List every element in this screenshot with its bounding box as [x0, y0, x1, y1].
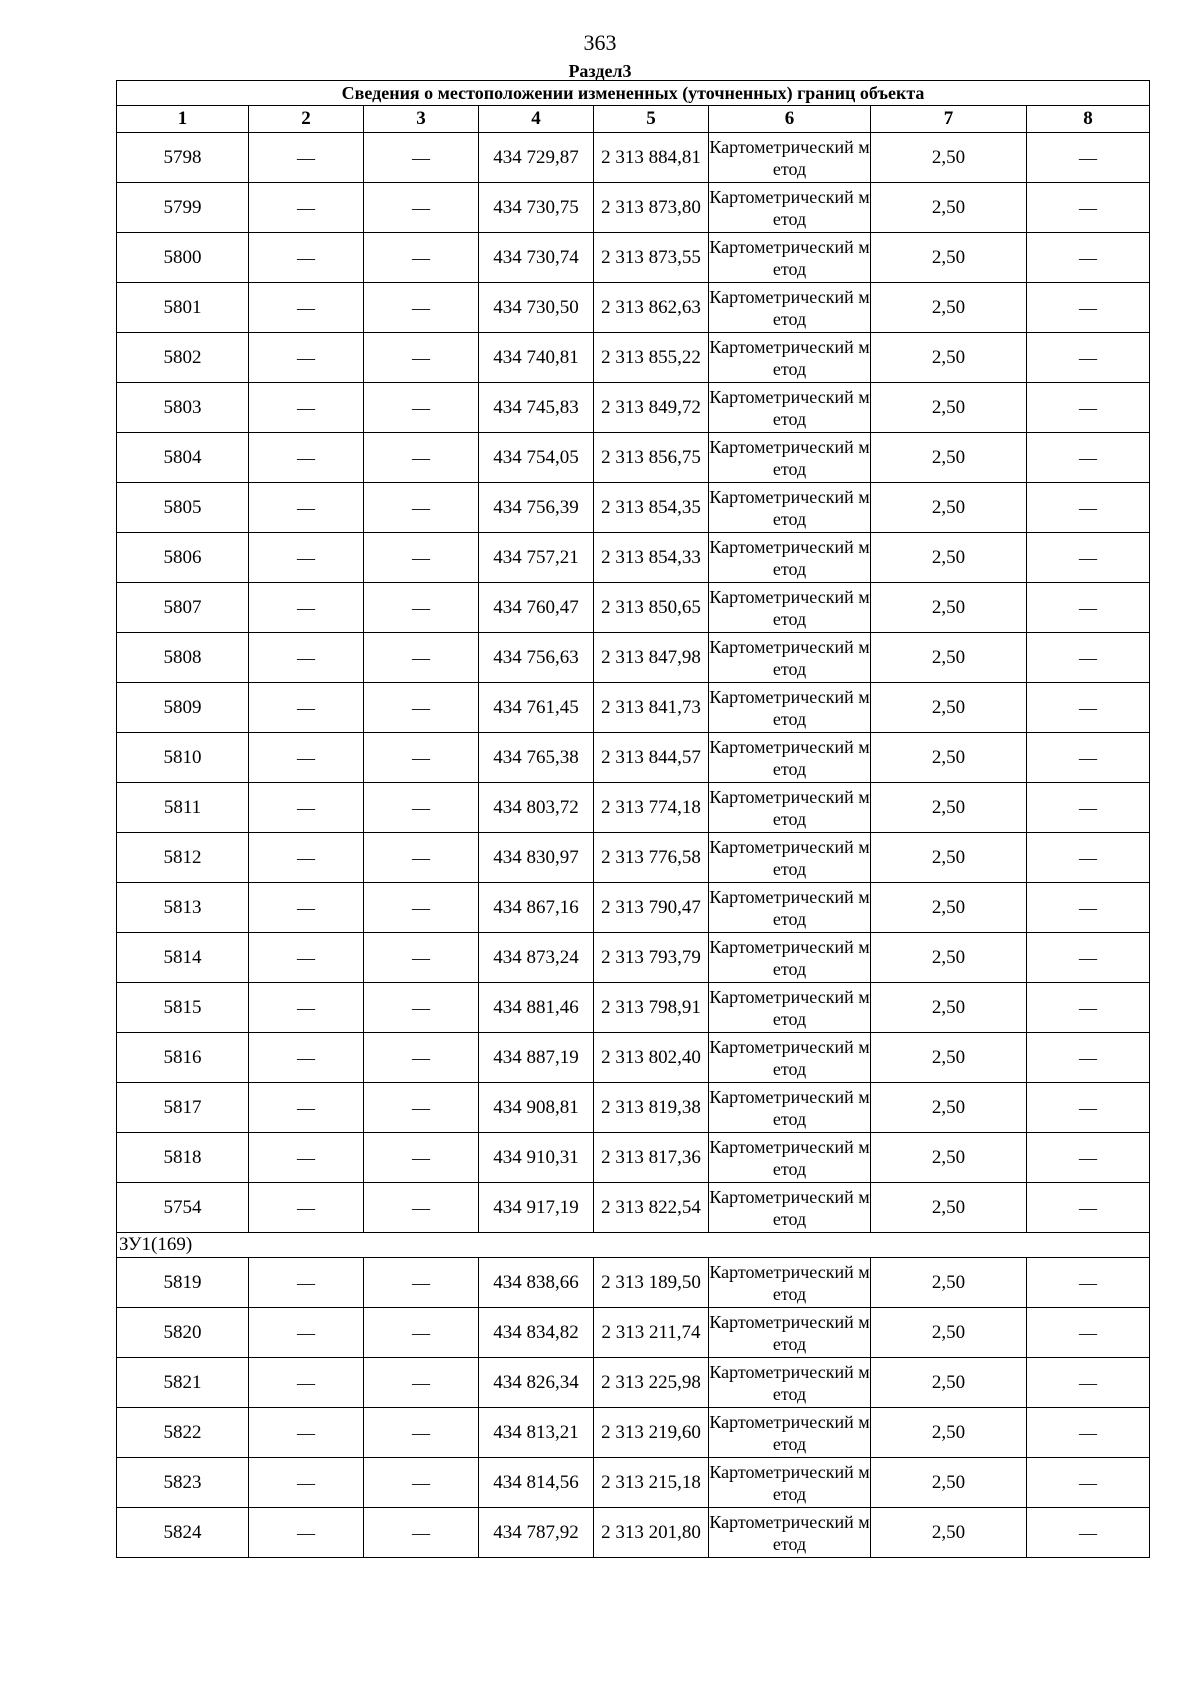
column-header: 1 — [117, 106, 249, 133]
dash-cell: — — [364, 533, 479, 583]
group-row — [117, 1233, 1150, 1258]
dash-cell: — — [364, 183, 479, 233]
dash-cell: — — [249, 1033, 364, 1083]
x-coordinate-cell: 434 765,38 — [479, 733, 594, 783]
dash-cell: — — [1027, 933, 1150, 983]
dash-cell: — — [364, 1133, 479, 1183]
table-title: Сведения о местоположении измененных (уточненных) границ объекта — [117, 81, 1150, 106]
point-number-cell: 5810 — [117, 733, 249, 783]
dash-cell: — — [364, 433, 479, 483]
method-cell: Картометрический метод — [709, 1133, 871, 1183]
x-coordinate-cell: 434 834,82 — [479, 1308, 594, 1358]
y-coordinate-cell: 2 313 854,33 — [594, 533, 709, 583]
point-number-cell: 5816 — [117, 1033, 249, 1083]
section-label: Раздел3 — [568, 61, 632, 81]
x-coordinate-cell: 434 730,74 — [479, 233, 594, 283]
table-row — [117, 933, 1150, 983]
accuracy-cell: 2,50 — [871, 833, 1027, 883]
table-row — [117, 1508, 1150, 1558]
point-number-cell: 5818 — [117, 1133, 249, 1183]
accuracy-cell: 2,50 — [871, 433, 1027, 483]
dash-cell: — — [249, 683, 364, 733]
accuracy-cell: 2,50 — [871, 233, 1027, 283]
table-row — [117, 683, 1150, 733]
x-coordinate-cell: 434 917,19 — [479, 1183, 594, 1233]
accuracy-cell: 2,50 — [871, 733, 1027, 783]
y-coordinate-cell: 2 313 841,73 — [594, 683, 709, 733]
column-header: 6 — [709, 106, 871, 133]
x-coordinate-cell: 434 756,63 — [479, 633, 594, 683]
point-number-cell: 5811 — [117, 783, 249, 833]
accuracy-cell: 2,50 — [871, 983, 1027, 1033]
accuracy-cell: 2,50 — [871, 183, 1027, 233]
accuracy-cell: 2,50 — [871, 1358, 1027, 1408]
dash-cell: — — [249, 133, 364, 183]
table-row — [117, 983, 1150, 1033]
accuracy-cell: 2,50 — [871, 133, 1027, 183]
x-coordinate-cell: 434 830,97 — [479, 833, 594, 883]
table-row — [117, 1083, 1150, 1133]
method-cell: Картометрический метод — [709, 1083, 871, 1133]
x-coordinate-cell: 434 745,83 — [479, 383, 594, 433]
dash-cell: — — [364, 333, 479, 383]
x-coordinate-cell: 434 730,50 — [479, 283, 594, 333]
method-cell: Картометрический метод — [709, 1258, 871, 1308]
y-coordinate-cell: 2 313 855,22 — [594, 333, 709, 383]
x-coordinate-cell: 434 887,19 — [479, 1033, 594, 1083]
dash-cell: — — [249, 383, 364, 433]
accuracy-cell: 2,50 — [871, 783, 1027, 833]
x-coordinate-cell: 434 838,66 — [479, 1258, 594, 1308]
y-coordinate-cell: 2 313 211,74 — [594, 1308, 709, 1358]
method-cell: Картометрический метод — [709, 233, 871, 283]
point-number-cell: 5806 — [117, 533, 249, 583]
point-number-cell: 5820 — [117, 1308, 249, 1358]
dash-cell: — — [249, 1258, 364, 1308]
method-cell: Картометрический метод — [709, 1358, 871, 1408]
x-coordinate-cell: 434 803,72 — [479, 783, 594, 833]
method-cell: Картометрический метод — [709, 783, 871, 833]
dash-cell: — — [249, 533, 364, 583]
dash-cell: — — [1027, 1508, 1150, 1558]
table-row — [117, 733, 1150, 783]
x-coordinate-cell: 434 867,16 — [479, 883, 594, 933]
method-cell: Картометрический метод — [709, 633, 871, 683]
dash-cell: — — [364, 833, 479, 883]
dash-cell: — — [1027, 333, 1150, 383]
y-coordinate-cell: 2 313 822,54 — [594, 1183, 709, 1233]
dash-cell: — — [364, 233, 479, 283]
dash-cell: — — [249, 333, 364, 383]
dash-cell: — — [364, 933, 479, 983]
dash-cell: — — [1027, 433, 1150, 483]
column-header: 5 — [594, 106, 709, 133]
y-coordinate-cell: 2 313 844,57 — [594, 733, 709, 783]
accuracy-cell: 2,50 — [871, 1183, 1027, 1233]
accuracy-cell: 2,50 — [871, 683, 1027, 733]
x-coordinate-cell: 434 740,81 — [479, 333, 594, 383]
column-header: 4 — [479, 106, 594, 133]
y-coordinate-cell: 2 313 802,40 — [594, 1033, 709, 1083]
coordinates-table — [116, 80, 1150, 1558]
dash-cell: — — [249, 433, 364, 483]
x-coordinate-cell: 434 881,46 — [479, 983, 594, 1033]
dash-cell: — — [1027, 233, 1150, 283]
method-cell: Картометрический метод — [709, 1508, 871, 1558]
y-coordinate-cell: 2 313 215,18 — [594, 1458, 709, 1508]
point-number-cell: 5819 — [117, 1258, 249, 1308]
dash-cell: — — [249, 283, 364, 333]
dash-cell: — — [249, 483, 364, 533]
table-row — [117, 1033, 1150, 1083]
dash-cell: — — [1027, 1458, 1150, 1508]
y-coordinate-cell: 2 313 884,81 — [594, 133, 709, 183]
point-number-cell: 5804 — [117, 433, 249, 483]
table-row — [117, 333, 1150, 383]
accuracy-cell: 2,50 — [871, 633, 1027, 683]
dash-cell: — — [364, 1358, 479, 1408]
point-number-cell: 5822 — [117, 1408, 249, 1458]
y-coordinate-cell: 2 313 856,75 — [594, 433, 709, 483]
dash-cell: — — [249, 583, 364, 633]
method-cell: Картометрический метод — [709, 483, 871, 533]
point-number-cell: 5815 — [117, 983, 249, 1033]
dash-cell: — — [364, 633, 479, 683]
point-number-cell: 5809 — [117, 683, 249, 733]
dash-cell: — — [1027, 483, 1150, 533]
dash-cell: — — [249, 1408, 364, 1458]
dash-cell: — — [249, 933, 364, 983]
point-number-cell: 5799 — [117, 183, 249, 233]
method-cell: Картометрический метод — [709, 583, 871, 633]
x-coordinate-cell: 434 756,39 — [479, 483, 594, 533]
y-coordinate-cell: 2 313 201,80 — [594, 1508, 709, 1558]
point-number-cell: 5807 — [117, 583, 249, 633]
table-row — [117, 233, 1150, 283]
y-coordinate-cell: 2 313 774,18 — [594, 783, 709, 833]
y-coordinate-cell: 2 313 225,98 — [594, 1358, 709, 1408]
dash-cell: — — [364, 883, 479, 933]
x-coordinate-cell: 434 910,31 — [479, 1133, 594, 1183]
x-coordinate-cell: 434 787,92 — [479, 1508, 594, 1558]
accuracy-cell: 2,50 — [871, 583, 1027, 633]
table-row — [117, 1458, 1150, 1508]
x-coordinate-cell: 434 729,87 — [479, 133, 594, 183]
table-row — [117, 383, 1150, 433]
point-number-cell: 5800 — [117, 233, 249, 283]
accuracy-cell: 2,50 — [871, 1458, 1027, 1508]
y-coordinate-cell: 2 313 862,63 — [594, 283, 709, 333]
dash-cell: — — [1027, 133, 1150, 183]
dash-cell: — — [249, 633, 364, 683]
point-number-cell: 5808 — [117, 633, 249, 683]
point-number-cell: 5802 — [117, 333, 249, 383]
dash-cell: — — [249, 1133, 364, 1183]
dash-cell: — — [364, 1083, 479, 1133]
column-header: 2 — [249, 106, 364, 133]
dash-cell: — — [1027, 1033, 1150, 1083]
x-coordinate-cell: 434 826,34 — [479, 1358, 594, 1408]
method-cell: Картометрический метод — [709, 683, 871, 733]
x-coordinate-cell: 434 754,05 — [479, 433, 594, 483]
accuracy-cell: 2,50 — [871, 933, 1027, 983]
y-coordinate-cell: 2 313 819,38 — [594, 1083, 709, 1133]
method-cell: Картометрический метод — [709, 333, 871, 383]
dash-cell: — — [364, 1508, 479, 1558]
table-row — [117, 1183, 1150, 1233]
y-coordinate-cell: 2 313 854,35 — [594, 483, 709, 533]
y-coordinate-cell: 2 313 790,47 — [594, 883, 709, 933]
accuracy-cell: 2,50 — [871, 1083, 1027, 1133]
table-row — [117, 833, 1150, 883]
y-coordinate-cell: 2 313 219,60 — [594, 1408, 709, 1458]
y-coordinate-cell: 2 313 817,36 — [594, 1133, 709, 1183]
point-number-cell: 5824 — [117, 1508, 249, 1558]
dash-cell: — — [364, 133, 479, 183]
point-number-cell: 5798 — [117, 133, 249, 183]
dash-cell: — — [1027, 783, 1150, 833]
dash-cell: — — [364, 1308, 479, 1358]
dash-cell: — — [249, 983, 364, 1033]
method-cell: Картометрический метод — [709, 1183, 871, 1233]
accuracy-cell: 2,50 — [871, 383, 1027, 433]
dash-cell: — — [1027, 983, 1150, 1033]
accuracy-cell: 2,50 — [871, 283, 1027, 333]
point-number-cell: 5823 — [117, 1458, 249, 1508]
dash-cell: — — [1027, 1258, 1150, 1308]
page-number: 363 — [583, 30, 617, 55]
method-cell: Картометрический метод — [709, 1458, 871, 1508]
dash-cell: — — [249, 883, 364, 933]
dash-cell: — — [249, 1508, 364, 1558]
table-row — [117, 1133, 1150, 1183]
dash-cell: — — [249, 833, 364, 883]
y-coordinate-cell: 2 313 873,80 — [594, 183, 709, 233]
dash-cell: — — [249, 1308, 364, 1358]
dash-cell: — — [364, 383, 479, 433]
method-cell: Картометрический метод — [709, 383, 871, 433]
dash-cell: — — [249, 1358, 364, 1408]
dash-cell: — — [249, 733, 364, 783]
method-cell: Картометрический метод — [709, 983, 871, 1033]
method-cell: Картометрический метод — [709, 833, 871, 883]
point-number-cell: 5754 — [117, 1183, 249, 1233]
x-coordinate-cell: 434 813,21 — [479, 1408, 594, 1458]
x-coordinate-cell: 434 730,75 — [479, 183, 594, 233]
dash-cell: — — [249, 783, 364, 833]
accuracy-cell: 2,50 — [871, 883, 1027, 933]
dash-cell: — — [364, 1258, 479, 1308]
y-coordinate-cell: 2 313 849,72 — [594, 383, 709, 433]
x-coordinate-cell: 434 761,45 — [479, 683, 594, 733]
dash-cell: — — [249, 1458, 364, 1508]
y-coordinate-cell: 2 313 189,50 — [594, 1258, 709, 1308]
dash-cell: — — [1027, 1133, 1150, 1183]
y-coordinate-cell: 2 313 776,58 — [594, 833, 709, 883]
x-coordinate-cell: 434 757,21 — [479, 533, 594, 583]
point-number-cell: 5821 — [117, 1358, 249, 1408]
table-row — [117, 783, 1150, 833]
table-row — [117, 1358, 1150, 1408]
dash-cell: — — [1027, 533, 1150, 583]
dash-cell: — — [1027, 1183, 1150, 1233]
accuracy-cell: 2,50 — [871, 483, 1027, 533]
dash-cell: — — [1027, 1358, 1150, 1408]
point-number-cell: 5801 — [117, 283, 249, 333]
dash-cell: — — [1027, 383, 1150, 433]
dash-cell: — — [1027, 633, 1150, 683]
dash-cell: — — [364, 1183, 479, 1233]
dash-cell: — — [1027, 1408, 1150, 1458]
y-coordinate-cell: 2 313 850,65 — [594, 583, 709, 633]
table-row — [117, 533, 1150, 583]
accuracy-cell: 2,50 — [871, 1033, 1027, 1083]
y-coordinate-cell: 2 313 847,98 — [594, 633, 709, 683]
table-row — [117, 1408, 1150, 1458]
point-number-cell: 5805 — [117, 483, 249, 533]
method-cell: Картометрический метод — [709, 933, 871, 983]
table-row — [117, 583, 1150, 633]
group-label: ЗУ1(169) — [117, 1233, 1150, 1258]
dash-cell: — — [364, 1033, 479, 1083]
dash-cell: — — [364, 983, 479, 1033]
point-number-cell: 5817 — [117, 1083, 249, 1133]
dash-cell: — — [364, 583, 479, 633]
table-row — [117, 283, 1150, 333]
dash-cell: — — [1027, 833, 1150, 883]
table-row — [117, 133, 1150, 183]
dash-cell: — — [364, 683, 479, 733]
point-number-cell: 5814 — [117, 933, 249, 983]
x-coordinate-cell: 434 760,47 — [479, 583, 594, 633]
column-header-row — [117, 106, 1150, 133]
table-row — [117, 433, 1150, 483]
method-cell: Картометрический метод — [709, 433, 871, 483]
point-number-cell: 5803 — [117, 383, 249, 433]
x-coordinate-cell: 434 873,24 — [479, 933, 594, 983]
table-row — [117, 183, 1150, 233]
method-cell: Картометрический метод — [709, 883, 871, 933]
dash-cell: — — [1027, 683, 1150, 733]
column-header: 3 — [364, 106, 479, 133]
dash-cell: — — [1027, 583, 1150, 633]
dash-cell: — — [249, 1183, 364, 1233]
accuracy-cell: 2,50 — [871, 1133, 1027, 1183]
dash-cell: — — [1027, 883, 1150, 933]
dash-cell: — — [249, 1083, 364, 1133]
method-cell: Картометрический метод — [709, 1308, 871, 1358]
dash-cell: — — [249, 183, 364, 233]
accuracy-cell: 2,50 — [871, 1508, 1027, 1558]
method-cell: Картометрический метод — [709, 1033, 871, 1083]
y-coordinate-cell: 2 313 798,91 — [594, 983, 709, 1033]
method-cell: Картометрический метод — [709, 533, 871, 583]
method-cell: Картометрический метод — [709, 733, 871, 783]
accuracy-cell: 2,50 — [871, 333, 1027, 383]
dash-cell: — — [1027, 733, 1150, 783]
table-row — [117, 1258, 1150, 1308]
dash-cell: — — [364, 1408, 479, 1458]
method-cell: Картометрический метод — [709, 283, 871, 333]
column-header: 8 — [1027, 106, 1150, 133]
dash-cell: — — [364, 783, 479, 833]
y-coordinate-cell: 2 313 873,55 — [594, 233, 709, 283]
accuracy-cell: 2,50 — [871, 1258, 1027, 1308]
point-number-cell: 5813 — [117, 883, 249, 933]
accuracy-cell: 2,50 — [871, 533, 1027, 583]
y-coordinate-cell: 2 313 793,79 — [594, 933, 709, 983]
table-row — [117, 633, 1150, 683]
method-cell: Картометрический метод — [709, 133, 871, 183]
dash-cell: — — [1027, 1083, 1150, 1133]
dash-cell: — — [364, 733, 479, 783]
dash-cell: — — [249, 233, 364, 283]
dash-cell: — — [1027, 283, 1150, 333]
dash-cell: — — [1027, 1308, 1150, 1358]
column-header: 7 — [871, 106, 1027, 133]
dash-cell: — — [364, 483, 479, 533]
accuracy-cell: 2,50 — [871, 1408, 1027, 1458]
dash-cell: — — [364, 1458, 479, 1508]
method-cell: Картометрический метод — [709, 183, 871, 233]
method-cell: Картометрический метод — [709, 1408, 871, 1458]
x-coordinate-cell: 434 814,56 — [479, 1458, 594, 1508]
dash-cell: — — [364, 283, 479, 333]
accuracy-cell: 2,50 — [871, 1308, 1027, 1358]
table-row — [117, 483, 1150, 533]
dash-cell: — — [1027, 183, 1150, 233]
x-coordinate-cell: 434 908,81 — [479, 1083, 594, 1133]
table-row — [117, 883, 1150, 933]
table-row — [117, 1308, 1150, 1358]
point-number-cell: 5812 — [117, 833, 249, 883]
